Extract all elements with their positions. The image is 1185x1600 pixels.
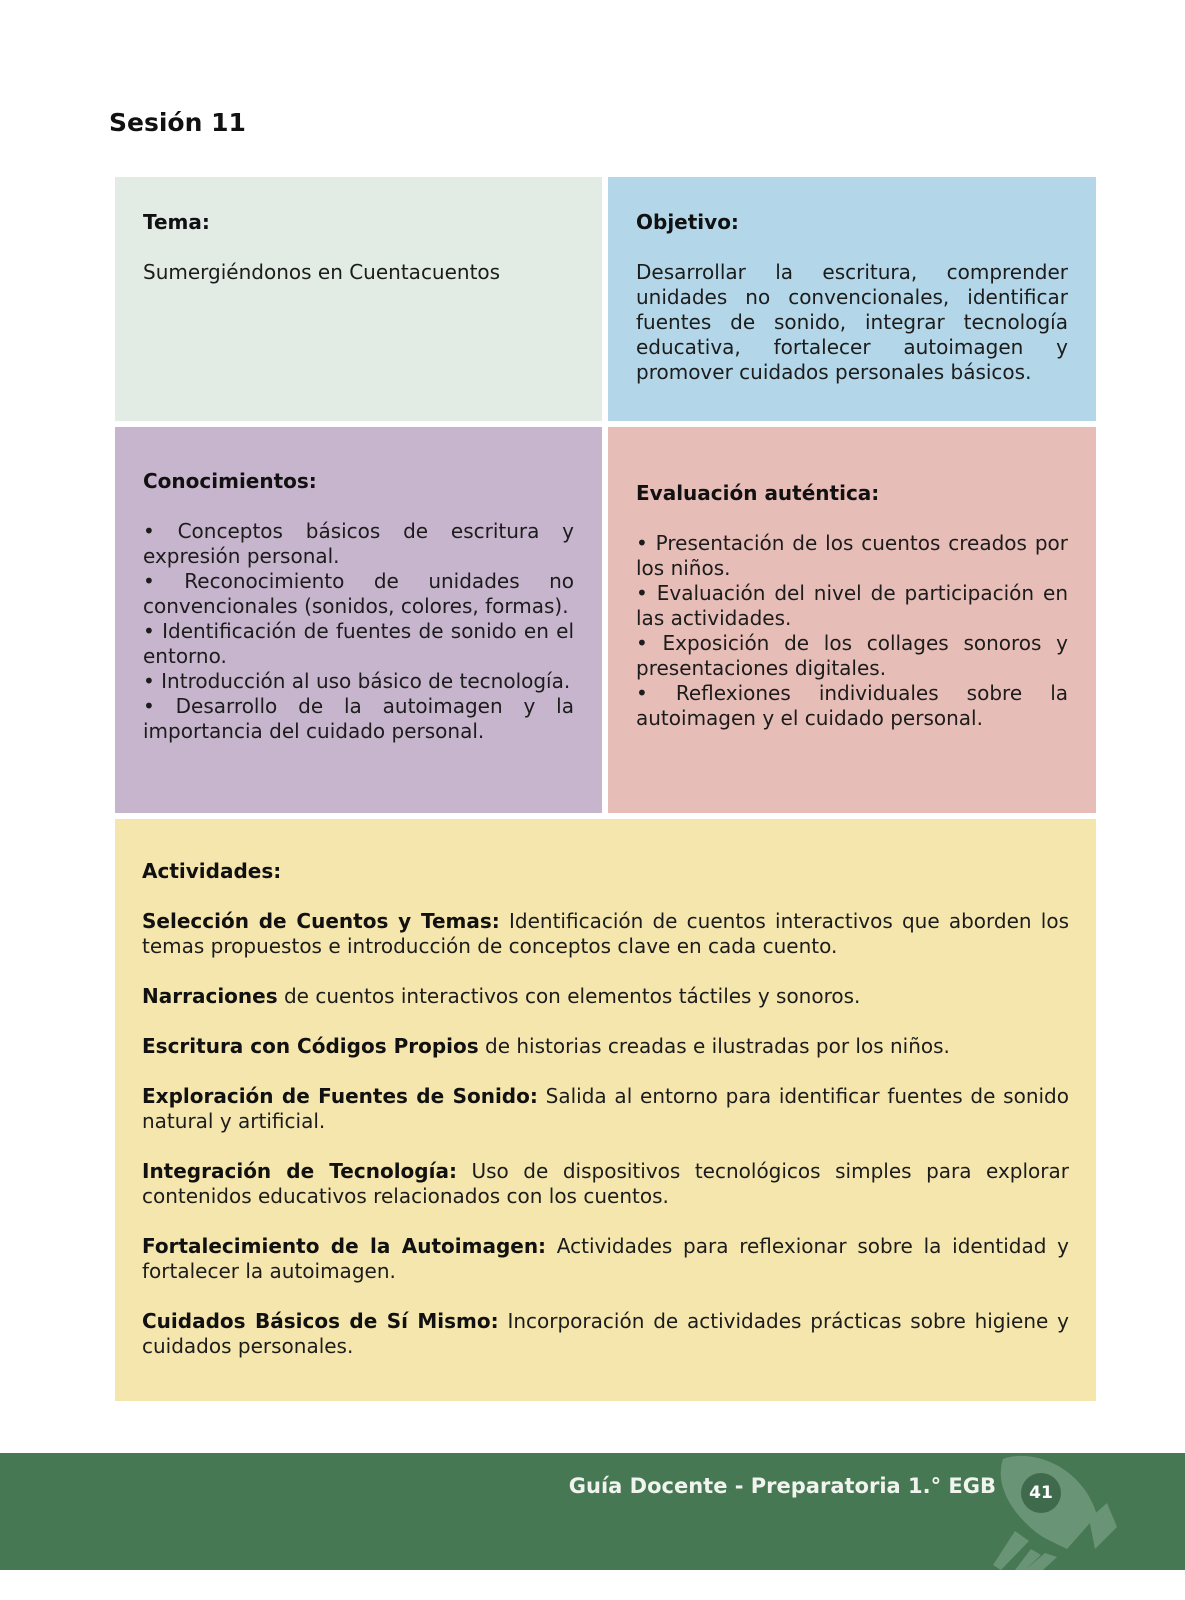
objetivo-heading: Objetivo: [636, 210, 739, 234]
activity-text: Uso de dispositivos tecnológicos simples para explorar contenidos educativos relacionados con los cuentos. [142, 1159, 1069, 1208]
actividades-heading: Actividades: [142, 859, 282, 883]
evaluacion-list [636, 531, 1068, 731]
actividades-cell [115, 819, 1096, 1401]
activity-item [142, 1034, 1069, 1059]
rocket-icon [985, 1453, 1125, 1570]
activity-title: Exploración de Fuentes de Sonido: [142, 1084, 538, 1108]
activity-title: Selección de Cuentos y Temas: [142, 909, 500, 933]
activity-item [142, 1309, 1069, 1359]
list-item: • Evaluación del nivel de participación en las actividades. [636, 581, 1068, 631]
list-item: • Reconocimiento de unidades no convencionales (sonidos, colores, formas). [143, 569, 574, 619]
tema-text: Sumergiéndonos en Cuentacuentos [143, 260, 501, 284]
activity-title: Cuidados Básicos de Sí Mismo: [142, 1309, 499, 1333]
activity-item [142, 984, 1069, 1009]
list-item: • Desarrollo de la autoimagen y la importancia del cuidado personal. [143, 694, 574, 744]
activity-text: Salida al entorno para identificar fuentes de sonido natural y artificial. [142, 1084, 1069, 1133]
activity-item [142, 1234, 1069, 1284]
activity-text: de historias creadas e ilustradas por los niños. [478, 1034, 950, 1058]
list-item: • Introducción al uso básico de tecnología. [143, 669, 574, 694]
activity-item [142, 1084, 1069, 1134]
conocimientos-heading: Conocimientos: [143, 469, 317, 493]
list-item: • Presentación de los cuentos creados por los niños. [636, 531, 1068, 581]
list-item: • Conceptos básicos de escritura y expresión personal. [143, 519, 574, 569]
evaluacion-cell [608, 427, 1096, 813]
footer-title: Guía Docente - Preparatoria 1.° EGB [568, 1474, 996, 1498]
activity-item [142, 909, 1069, 959]
activity-title: Fortalecimiento de la Autoimagen: [142, 1234, 547, 1258]
session-table [115, 177, 1096, 1401]
activity-text: de cuentos interactivos con elementos táctiles y sonoros. [277, 984, 861, 1008]
tema-cell [115, 177, 602, 421]
objetivo-text: Desarrollar la escritura, comprender unidades no convencionales, identificar fuentes de sonido, integrar tecnología educativa, fortalecer autoimagen y promover cuidados personales básicos. [636, 260, 1068, 384]
list-item: • Exposición de los collages sonoros y presentaciones digitales. [636, 631, 1068, 681]
activity-item [142, 1159, 1069, 1209]
activity-title: Escritura con Códigos Propios [142, 1034, 479, 1058]
activity-title: Narraciones [142, 984, 278, 1008]
conocimientos-cell [115, 427, 602, 813]
row-middle [115, 427, 1096, 813]
conocimientos-list [143, 519, 574, 744]
tema-heading: Tema: [143, 210, 210, 234]
row-top [115, 177, 1096, 421]
activity-text: Incorporación de actividades prácticas sobre higiene y cuidados personales. [142, 1309, 1069, 1358]
list-item: • Identificación de fuentes de sonido en el entorno. [143, 619, 574, 669]
activity-title: Integración de Tecnología: [142, 1159, 457, 1183]
objetivo-cell [608, 177, 1096, 421]
page-footer [0, 1453, 1185, 1570]
activity-text: Actividades para reflexionar sobre la identidad y fortalecer la autoimagen. [142, 1234, 1069, 1283]
list-item: • Reflexiones individuales sobre la autoimagen y el cuidado personal. [636, 681, 1068, 731]
page-title: Sesión 11 [109, 108, 246, 137]
page-number: 41 [1021, 1473, 1061, 1513]
evaluacion-heading: Evaluación auténtica: [636, 481, 880, 505]
activity-text: Identificación de cuentos interactivos que aborden los temas propuestos e introducción de conceptos clave en cada cuento. [142, 909, 1069, 958]
